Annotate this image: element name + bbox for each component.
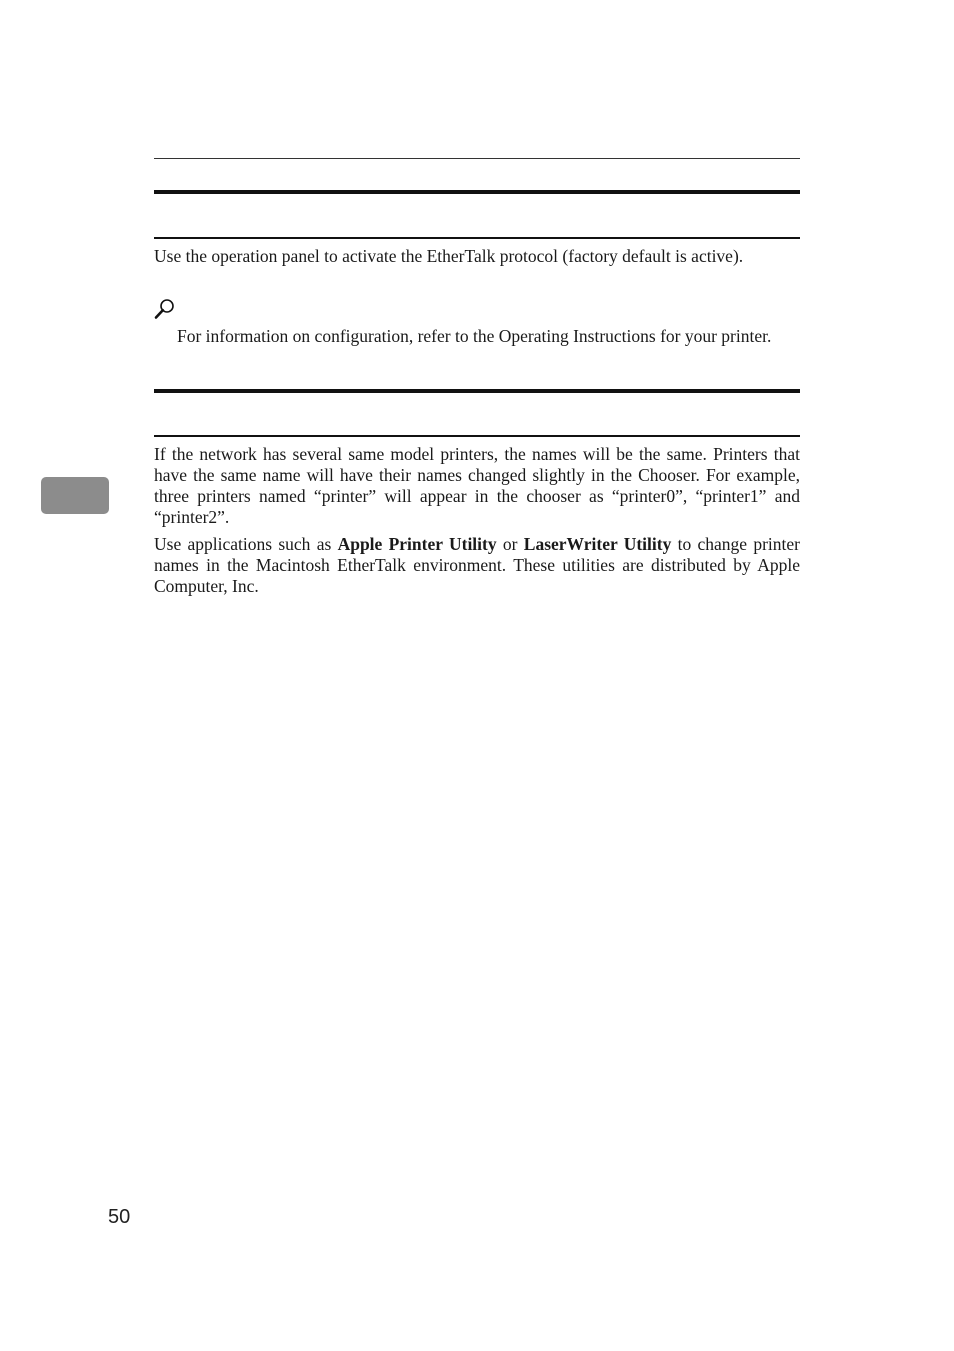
app-name-laserwriter-utility: LaserWriter Utility [523, 534, 672, 554]
reference-note: For information on configuration, refer to the Operating Instructions for your printer. [177, 326, 772, 346]
page-number: 50 [108, 1206, 131, 1228]
section-rule-top-2 [154, 389, 800, 393]
section-rule-top [154, 190, 800, 194]
text-segment: or [496, 534, 524, 554]
paragraph-change-names [154, 534, 800, 597]
paragraph-printer-names: If the network has several same model printers, the names will be the same. Printers that have the same name will have their names changed slightly in the Chooser. For example, three printers named “printer” will appear in the chooser as “printer0”, “printer1” and “printer2”. [154, 444, 800, 527]
section-rule-bottom-2 [154, 435, 800, 437]
header-rule [154, 158, 800, 159]
text-segment: to change printer names in the Macintosh EtherTalk environment. These utilities are distributed by Apple Computer, Inc. [154, 534, 800, 596]
chapter-tab [41, 477, 109, 514]
app-name-apple-printer-utility: Apple Printer Utility [337, 534, 497, 554]
text-segment: Use applications such as [154, 534, 338, 554]
magnifier-reference-icon [154, 298, 176, 320]
section-rule-bottom [154, 237, 800, 239]
paragraph-activate-ethertalk: Use the operation panel to activate the EtherTalk protocol (factory default is active). [154, 246, 744, 266]
